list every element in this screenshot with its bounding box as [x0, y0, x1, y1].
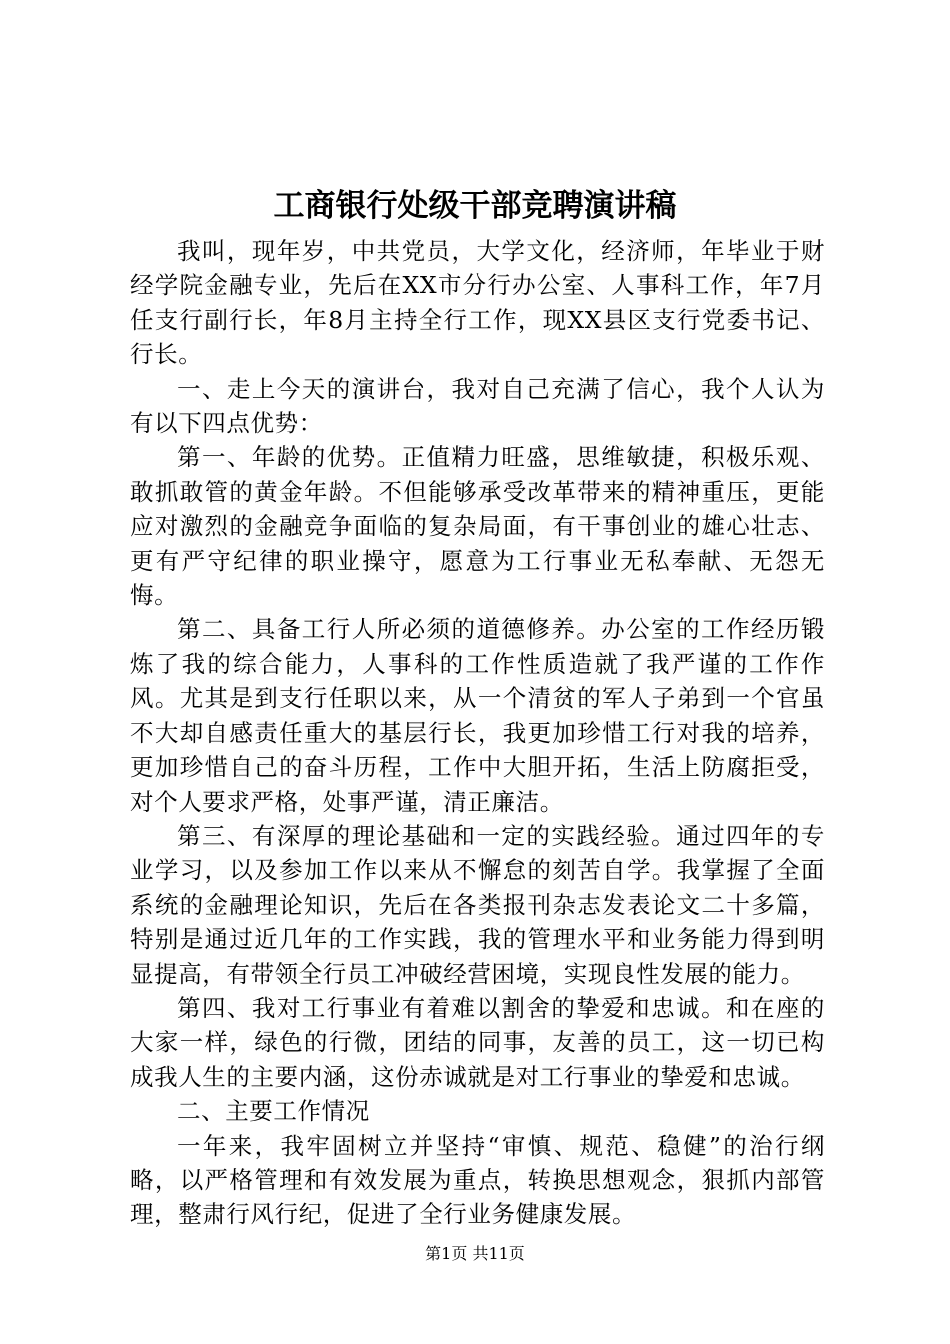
- document-body: [130, 234, 825, 1232]
- paragraph-section-two-heading: 二、主要工作情况: [177, 1097, 370, 1126]
- paragraph-advantage-morality: 第二、具备工行人所必须的道德修养。办公室的工作经历锻炼了我的综合能力，人事科的工作性质造就了我严谨的工作作风。尤其是到支行任职以来，从一个清贫的军人子弟到一个官虽不大却自感责任重大的基层行长，我更加珍惜工行对我的培养，更加珍惜自己的奋斗历程，工作中大胆开拓，生活上防腐拒受，对个人要求严格，处事严谨，清正廉洁。: [130, 615, 825, 816]
- paragraph-section-one-heading: 一、走上今天的演讲台，我对自己充满了信心，我个人认为有以下四点优势：: [130, 374, 825, 438]
- document-title: 工商银行处级干部竞聘演讲稿: [273, 188, 677, 224]
- paragraph-work-summary: 一年来，我牢固树立并坚持“审慎、规范、稳健”的治行纲略，以严格管理和有效发展为重点，转换思想观念，狠抓内部管理，整肃行风行纪，促进了全行业务健康发展。: [130, 1131, 825, 1229]
- page-number-footer: 第1页 共11页: [425, 1244, 525, 1263]
- paragraph-advantage-theory: 第三、有深厚的理论基础和一定的实践经验。通过四年的专业学习，以及参加工作以来从不懈怠的刻苦自学。我掌握了全面系统的金融理论知识，先后在各类报刊杂志发表论文二十多篇，特别是通过近几年的工作实践，我的管理水平和业务能力得到明显提高，有带领全行员工冲破经营困境，实现良性发展的能力。: [130, 821, 825, 988]
- paragraph-advantage-age: 第一、年龄的优势。正值精力旺盛，思维敏捷，积极乐观、敢抓敢管的黄金年龄。不但能够承受改革带来的精神重压，更能应对激烈的金融竞争面临的复杂局面，有干事创业的雄心壮志、更有严守纪律的职业操守，愿意为工行事业无私奉献、无怨无悔。: [130, 443, 825, 610]
- paragraph-advantage-loyalty: 第四、我对工行事业有着难以割舍的挚爱和忠诚。和在座的大家一样，绿色的行微，团结的同事，友善的员工，这一切已构成我人生的主要内涵，这份赤诚就是对工行事业的挚爱和忠诚。: [130, 993, 825, 1091]
- paragraph-intro: 我叫，现年岁，中共党员，大学文化，经济师，年毕业于财经学院金融专业，先后在XX市分行办公室、人事科工作，年7月任支行副行长，年8月主持全行工作，现XX县区支行党委书记、行长。: [130, 237, 825, 369]
